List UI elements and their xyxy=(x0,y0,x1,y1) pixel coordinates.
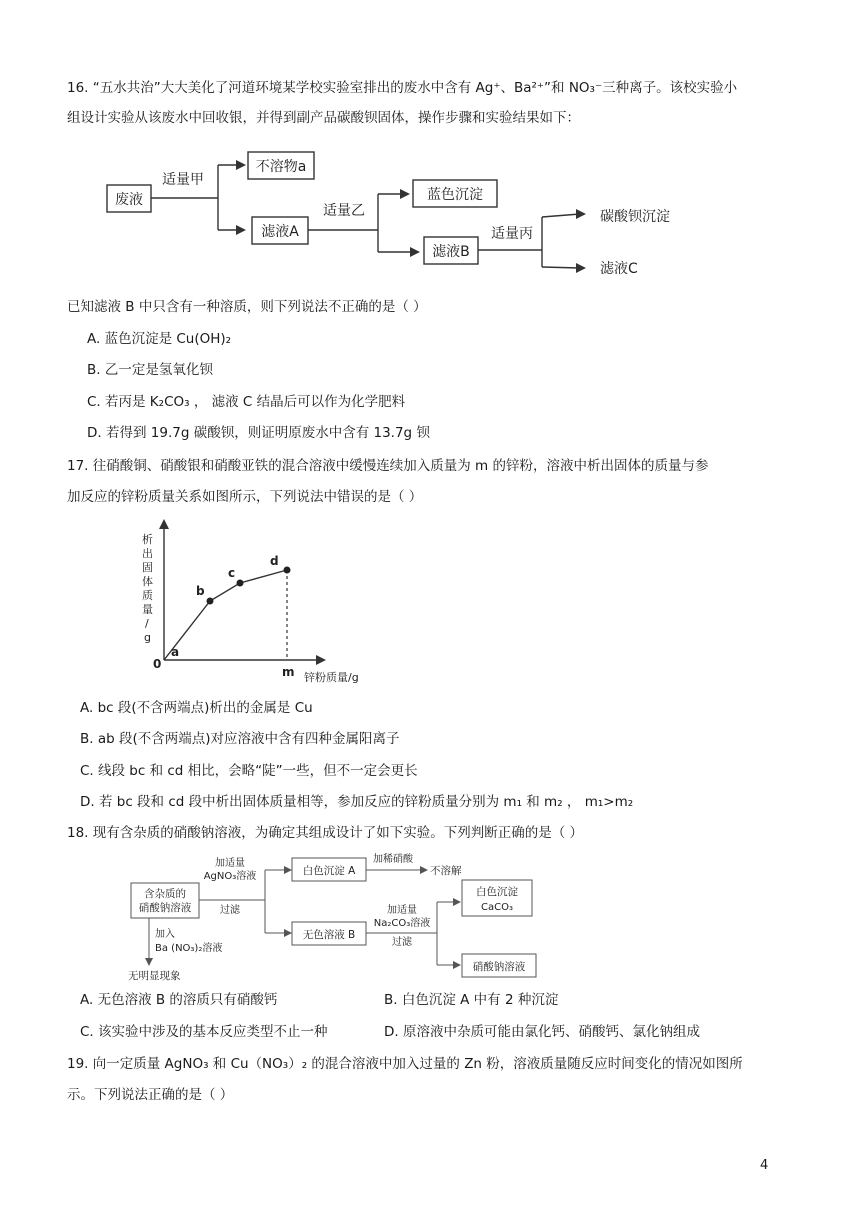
insoluble-label: 不溶解 xyxy=(430,865,462,877)
y-axis-arrow-icon xyxy=(159,519,169,529)
point-a-label: a xyxy=(171,645,180,659)
origin-label: 0 xyxy=(153,657,162,671)
y-label-char: 固 xyxy=(142,561,153,574)
add-na2co3-label-2: Na₂CO₃溶液 xyxy=(373,918,431,929)
point-c-label: c xyxy=(228,566,236,580)
q18-option-a: A. 无色溶液 B 的溶质只有硝酸钙 xyxy=(80,992,278,1008)
arrowhead-icon xyxy=(400,189,410,199)
add-agno3-label-1: 加适量 xyxy=(215,858,245,869)
add-ba-label-1: 加入 xyxy=(155,929,175,940)
arrowhead-icon xyxy=(453,898,461,906)
q19-line2: 示。下列说法正确的是（ ） xyxy=(67,1087,234,1103)
arrowhead-icon xyxy=(145,958,153,966)
nano3-solution-label: 硝酸钠溶液 xyxy=(472,961,526,973)
baco3-label: 碳酸钡沉淀 xyxy=(600,209,670,225)
q16-option-c: C. 若丙是 K₂CO₃ ， 滤液 C 结晶后可以作为化学肥料 xyxy=(87,394,406,410)
y-label-char: g xyxy=(144,631,151,644)
reagent-c-label: 适量丙 xyxy=(491,226,533,242)
white-caco3-label-2: CaCO₃ xyxy=(481,902,513,913)
insoluble-label: 不溶物a xyxy=(255,159,307,175)
waste-label: 废液 xyxy=(115,192,143,208)
q18-flow-diagram xyxy=(0,845,860,985)
add-ba-label-2: Ba (NO₃)₂溶液 xyxy=(155,943,223,954)
point-d-label: d xyxy=(270,554,279,568)
q17-graph xyxy=(0,515,860,690)
arrowhead-icon xyxy=(410,247,420,257)
q16-option-b: B. 乙一定是氢氧化钡 xyxy=(87,362,213,378)
arrowhead-icon xyxy=(284,866,292,874)
y-label-char: 量 xyxy=(142,603,153,616)
q18-option-d: D. 原溶液中杂质可能由氯化钙、硝酸钙、氯化钠组成 xyxy=(384,1024,700,1040)
dilute-hno3-label: 加稀硝酸 xyxy=(373,854,413,865)
q17-option-b: B. ab 段(不含两端点)对应溶液中含有四种金属阳离子 xyxy=(80,731,400,747)
q17-line2: 加反应的锌粉质量关系如图所示，下列说法中错误的是（ ） xyxy=(67,489,423,505)
q18-option-c: C. 该实验中涉及的基本反应类型不止一种 xyxy=(80,1024,328,1040)
q18-option-b: B. 白色沉淀 A 中有 2 种沉淀 xyxy=(384,992,559,1008)
q16-line2: 组设计实验从该废水中回收银，并得到副产品碳酸钡固体，操作步骤和实验结果如下： xyxy=(67,110,580,126)
white-precipitate-a-label: 白色沉淀 A xyxy=(302,865,356,877)
q18-line1: 18. 现有含杂质的硝酸钠溶液，为确定其组成设计了如下实验。下列判断正确的是（ ） xyxy=(67,825,584,841)
arrowhead-icon xyxy=(576,209,586,219)
arrowhead-icon xyxy=(420,866,428,874)
white-caco3-label-1: 白色沉淀 xyxy=(476,886,518,898)
arrowhead-icon xyxy=(236,160,246,170)
y-label-char: 质 xyxy=(142,589,153,602)
y-label-char: 析 xyxy=(142,533,153,546)
reagent-b-label: 适量乙 xyxy=(323,203,365,219)
m-label: m xyxy=(282,665,295,679)
filtrate-a-label: 滤液A xyxy=(261,224,299,240)
blue-precipitate-label: 蓝色沉淀 xyxy=(427,187,483,203)
filter-1-label: 过滤 xyxy=(220,905,240,916)
page-number: 4 xyxy=(760,1158,769,1173)
q16-flow-diagram xyxy=(0,140,860,290)
q16-option-d: D. 若得到 19.7g 碳酸钡，则证明原废水中含有 13.7g 钡 xyxy=(87,425,430,441)
filtrate-c-label: 滤液C xyxy=(600,261,638,277)
add-na2co3-label-1: 加适量 xyxy=(387,905,417,916)
no-change-label: 无明显现象 xyxy=(128,970,181,982)
q17-option-c: C. 线段 bc 和 cd 相比，会略“陡”一些，但不一定会更长 xyxy=(80,763,418,779)
q17-option-d: D. 若 bc 段和 cd 段中析出固体质量相等，参加反应的锌粉质量分别为 m₁ 和 m₂ ， m₁>m₂ xyxy=(80,794,634,810)
y-label-char: / xyxy=(145,617,149,630)
y-label-char: 出 xyxy=(142,547,153,560)
x-axis-label: 锌粉质量/g xyxy=(304,671,359,684)
y-label-char: 体 xyxy=(142,575,153,588)
start-label-2: 硝酸钠溶液 xyxy=(138,902,192,914)
filtrate-b-label: 滤液B xyxy=(432,244,470,260)
point-b-label: b xyxy=(196,584,205,598)
precipitate-curve xyxy=(164,570,287,660)
arrowhead-icon xyxy=(576,263,586,273)
x-axis-arrow-icon xyxy=(316,655,326,665)
arrowhead-icon xyxy=(453,961,461,969)
q19-line1: 19. 向一定质量 AgNO₃ 和 Cu（NO₃）₂ 的混合溶液中加入过量的 Zn 粉，溶液质量随反应时间变化的情况如图所 xyxy=(67,1056,743,1072)
filter-2-label: 过滤 xyxy=(392,937,412,948)
arrowhead-icon xyxy=(284,929,292,937)
q17-option-a: A. bc 段(不含两端点)析出的金属是 Cu xyxy=(80,700,313,716)
q16-option-a: A. 蓝色沉淀是 Cu(OH)₂ xyxy=(87,331,232,347)
point-b xyxy=(207,598,214,605)
reagent-a-label: 适量甲 xyxy=(162,172,204,188)
point-d xyxy=(284,567,291,574)
colorless-solution-b-label: 无色溶液 B xyxy=(302,929,356,941)
add-agno3-label-2: AgNO₃溶液 xyxy=(203,871,257,882)
q16-line1: 16. “五水共治”大大美化了河道环境某学校实验室排出的废水中含有 Ag⁺、Ba²⁺”和 NO₃⁻三种离子。该校实验小 xyxy=(67,80,738,96)
q16-stem: 已知滤液 B 中只含有一种溶质，则下列说法不正确的是（ ） xyxy=(67,299,427,315)
arrowhead-icon xyxy=(236,225,246,235)
point-c xyxy=(237,580,244,587)
q17-line1: 17. 往硝酸铜、硝酸银和硝酸亚铁的混合溶液中缓慢连续加入质量为 m 的锌粉，溶液中析出固体的质量与参 xyxy=(67,458,709,474)
start-label-1: 含杂质的 xyxy=(144,888,186,900)
